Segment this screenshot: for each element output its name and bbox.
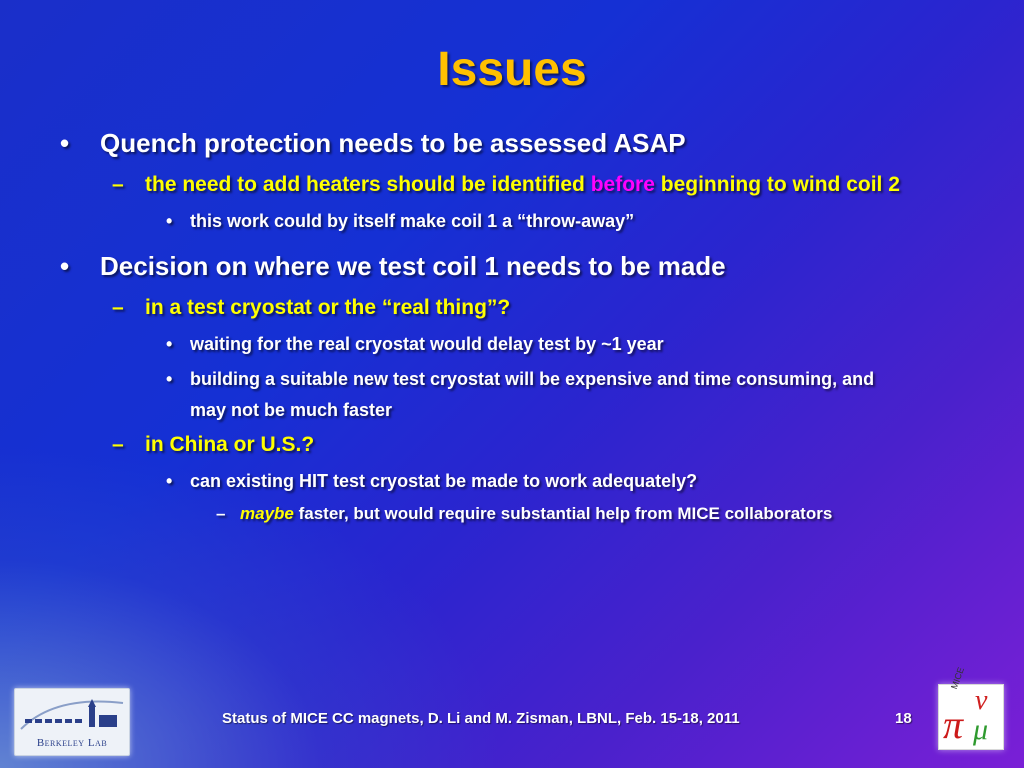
slide-title: Issues bbox=[437, 43, 587, 96]
mice-logo bbox=[938, 665, 1004, 750]
berkeley-lab-text: Berkeley Lab bbox=[36, 737, 108, 749]
bullet-text: the need to add heaters should be identified bbox=[145, 173, 591, 196]
bullet-level3 bbox=[60, 206, 960, 237]
bullet-marker: • bbox=[60, 128, 70, 158]
mice-logo-label: MICE bbox=[949, 665, 967, 691]
bullet-text: in China or U.S.? bbox=[145, 433, 315, 456]
pi-symbol: π bbox=[943, 702, 964, 747]
bullet-text: building a suitable new test cryostat will be expensive and time consuming, and may not be much faster bbox=[190, 369, 875, 420]
mu-symbol: μ bbox=[973, 713, 989, 746]
bullet-level2 bbox=[60, 170, 960, 200]
bullet-marker: • bbox=[166, 471, 173, 491]
bullet-text: Decision on where we test coil 1 needs to be made bbox=[100, 251, 726, 281]
bullet-level3 bbox=[60, 364, 890, 426]
berkeley-lab-emblem-icon bbox=[15, 689, 129, 739]
bullet-text: can existing HIT test cryostat be made to work adequately? bbox=[190, 471, 698, 491]
bullet-marker: • bbox=[166, 369, 173, 389]
dash-marker: – bbox=[112, 173, 124, 196]
footer-text: Status of MICE CC magnets, D. Li and M. Zisman, LBNL, Feb. 15-18, 2011 bbox=[222, 710, 740, 727]
nu-symbol: ν bbox=[975, 685, 988, 716]
berkeley-lab-logo bbox=[14, 688, 130, 756]
emphasis-text: maybe bbox=[240, 504, 294, 523]
bullet-text: beginning to wind coil 2 bbox=[654, 173, 900, 196]
emphasis-text: before bbox=[590, 173, 655, 196]
bullet-text: this work could by itself make coil 1 a “throw-away” bbox=[190, 211, 635, 231]
bullet-marker: • bbox=[166, 334, 173, 354]
bullet-text: waiting for the real cryostat would delay test by ~1 year bbox=[190, 334, 664, 354]
dash-marker: – bbox=[112, 433, 124, 456]
bullet-marker: • bbox=[60, 251, 70, 281]
bullet-level2 bbox=[60, 293, 960, 323]
bullet-text: in a test cryostat or the “real thing”? bbox=[145, 296, 511, 319]
bullet-level1 bbox=[60, 126, 960, 160]
bullet-text: Quench protection needs to be assessed ASAP bbox=[100, 128, 686, 158]
bullet-level3 bbox=[60, 329, 960, 360]
page-number: 18 bbox=[895, 710, 912, 727]
dash-marker: – bbox=[216, 504, 226, 523]
bullet-text: faster, but would require substantial help from MICE collaborators bbox=[293, 504, 833, 523]
bullet-marker: • bbox=[166, 211, 173, 231]
bullet-level2 bbox=[60, 430, 960, 460]
slide-body bbox=[60, 126, 960, 531]
dash-marker: – bbox=[112, 296, 124, 319]
bullet-level3 bbox=[60, 466, 960, 497]
bullet-level1 bbox=[60, 249, 960, 283]
bullet-level4 bbox=[60, 501, 960, 527]
